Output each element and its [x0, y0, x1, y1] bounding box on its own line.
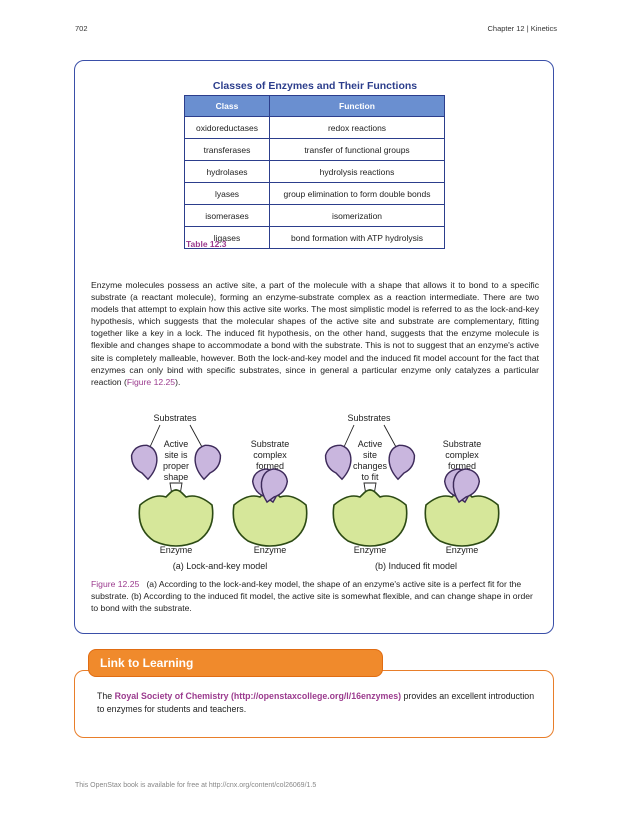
- footer: This OpenStax book is available for free at http://cnx.org/content/col26069/1.5: [75, 782, 317, 789]
- substrates-label: Substrates: [153, 413, 197, 423]
- paragraph-end: ).: [175, 376, 181, 387]
- pointer-line: [150, 425, 160, 447]
- complex-label-line: formed: [255, 461, 285, 471]
- active-site-label-line: site is: [164, 450, 188, 460]
- table-header-row: [185, 96, 445, 117]
- table-cell: isomerases: [185, 205, 270, 227]
- enzyme-classes-table: [184, 95, 445, 249]
- link-to-learning-title: Link to Learning: [88, 649, 383, 677]
- table-cell: hydrolysis reactions: [270, 161, 445, 183]
- table-row: [185, 139, 445, 161]
- table-title: Classes of Enzymes and Their Functions: [212, 80, 418, 92]
- active-site-label-line: proper: [162, 461, 190, 471]
- table-cell: group elimination to form double bonds: [270, 183, 445, 205]
- substrates-label: Substrates: [347, 413, 391, 423]
- active-site-label-line: Active: [163, 439, 189, 449]
- caption-text: (a) According to the lock-and-key model, the shape of an enzyme's active site is a perfect fit for the substrate. (b) According to the induced fit model, the active site is somewhat flexible, and can change shape in order to bond with the substrate.: [91, 579, 533, 613]
- complex-label-line: Substrate: [442, 439, 482, 449]
- complex-label-line: Substrate: [250, 439, 290, 449]
- pointer-line: [344, 425, 354, 447]
- column-header: Class: [185, 96, 270, 117]
- rsc-link[interactable]: Royal Society of Chemistry (http://openstaxcollege.org/l/16enzymes): [114, 691, 402, 701]
- table-row: [185, 161, 445, 183]
- enzyme-label: Enzyme: [253, 545, 287, 555]
- table-row: [185, 183, 445, 205]
- ltl-post: provides an excellent introduction to enzymes for students and teachers.: [97, 691, 535, 714]
- complex-label-line: complex: [253, 450, 287, 460]
- figure-caption: [91, 578, 541, 614]
- table-row: [185, 117, 445, 139]
- substrate-right: [386, 444, 416, 482]
- pointer-line: [384, 425, 396, 447]
- table-cell: isomerization: [270, 205, 445, 227]
- substrate-left: [130, 444, 160, 482]
- model-label-b: (b) Induced fit model: [374, 561, 458, 571]
- enzyme-label: Enzyme: [445, 545, 479, 555]
- enzyme: [333, 490, 406, 546]
- link-to-learning-text: [97, 690, 537, 716]
- model-label-a: (a) Lock-and-key model: [172, 561, 268, 571]
- active-site-label-line: shape: [163, 472, 189, 482]
- paragraph-text: Enzyme molecules possess an active site, a part of the molecule with a shape that allows it to bond to a specific substrate (a reactant molecule), forming an enzyme-substrate complex as a reaction intermediate. There are two models that attempt to explain how this active site works. The most simplistic model is referred to as the lock-and-key hypothesis, which suggests that the molecular shapes of the active site and substrate are complementary, fitting together like a key in a lock. The induced fit hypothesis, on the other hand, suggests that the enzyme molecule is flexible and changes shape to accommodate a bond with the substrate. This is not to suggest that an enzyme's active site is completely malleable, however. Both the lock-and-key model and the induced fit model account for the fact that enzymes can only bind with specific substrates, since in general a particular enzyme only catalyzes a particular reaction (: [91, 280, 539, 387]
- active-site-label-line: Active: [357, 439, 383, 449]
- page-number: 702: [75, 24, 88, 33]
- complex-label-line: formed: [447, 461, 477, 471]
- active-site-label-line: site: [362, 450, 378, 460]
- table-cell: bond formation with ATP hydrolysis: [270, 227, 445, 249]
- table-cell: hydrolases: [185, 161, 270, 183]
- pointer-line: [190, 425, 202, 447]
- column-header: Function: [270, 96, 445, 117]
- figure-link[interactable]: Figure 12.25: [126, 376, 176, 387]
- active-site-label-line: to fit: [361, 472, 379, 482]
- chapter-header: Chapter 12 | Kinetics: [487, 24, 557, 33]
- ltl-pre: The: [97, 691, 115, 701]
- complex-label-line: complex: [445, 450, 479, 460]
- caption-figure-label: Figure 12.25: [91, 579, 140, 589]
- enzyme-label: Enzyme: [159, 545, 193, 555]
- table-cell: transfer of functional groups: [270, 139, 445, 161]
- table-cell: oxidoreductases: [185, 117, 270, 139]
- enzyme-label: Enzyme: [353, 545, 387, 555]
- substrate-right: [192, 444, 222, 482]
- body-paragraph: [91, 279, 539, 388]
- table-cell: lyases: [185, 183, 270, 205]
- table-cell: redox reactions: [270, 117, 445, 139]
- active-site-label-line: changes: [352, 461, 388, 471]
- enzyme-models-figure: [120, 405, 500, 580]
- table-number: Table 12.3: [186, 239, 227, 249]
- table-cell: transferases: [185, 139, 270, 161]
- table-row: [185, 205, 445, 227]
- substrate-left: [324, 444, 354, 482]
- table-cell: ligases: [185, 227, 270, 249]
- enzyme: [139, 490, 212, 546]
